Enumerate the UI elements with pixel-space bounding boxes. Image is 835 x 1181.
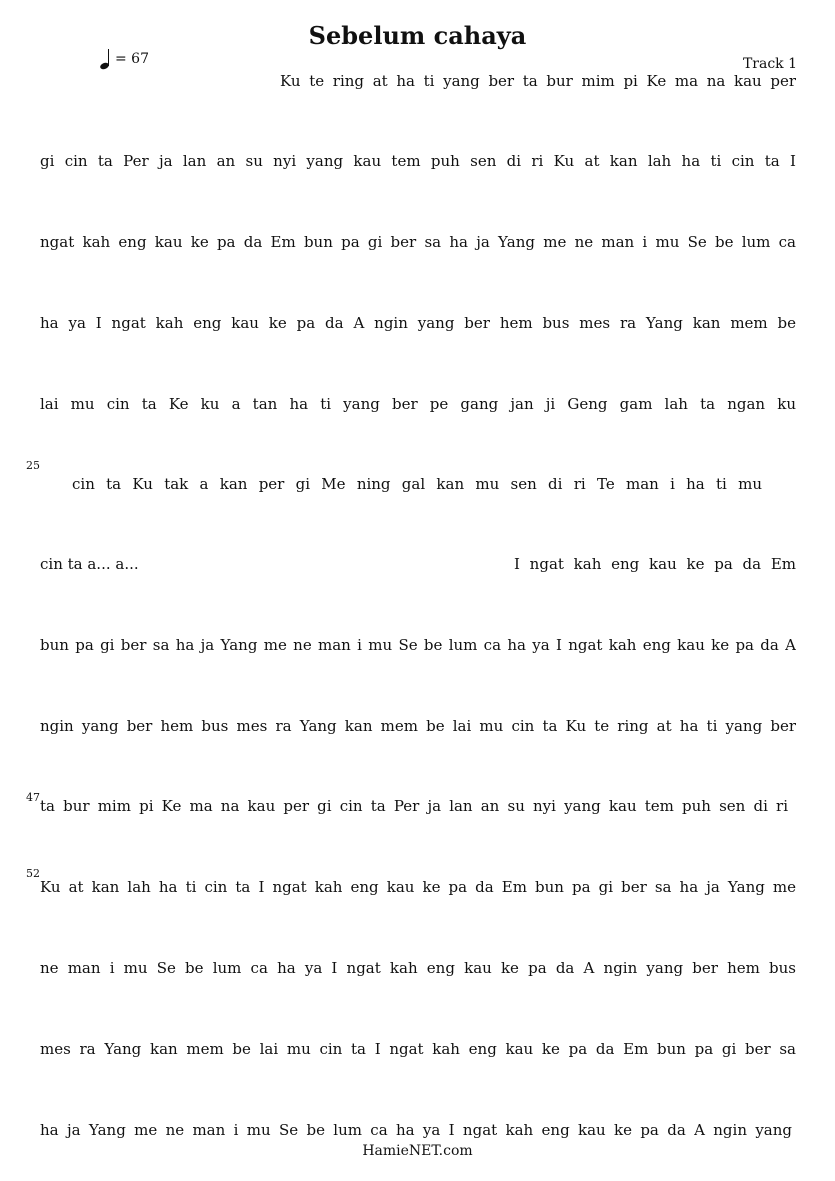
track-label: Track 1 (742, 56, 797, 72)
lyric-line: gi cin ta Per ja lan an su nyi yang kau tem puh sen di ri Ku at kan lah ha ti cin ta I (40, 152, 796, 170)
lyric-line: ngat kah eng kau ke pa da Em bun pa gi ber sa ha ja Yang me ne man i mu Se be lum ca (40, 233, 796, 251)
lyric-line: lai mu cin ta Ke ku a tan ha ti yang ber pe gang jan ji Geng gam lah ta ngan ku (40, 395, 796, 413)
lyric-line: ngin yang ber hem bus mes ra Yang kan mem be lai mu cin ta Ku te ring at ha ti yang ber (40, 717, 796, 735)
footer-credit: HamieNET.com (362, 1143, 473, 1159)
lyric-segment: cin ta a... a... (40, 555, 139, 573)
tempo-value: = 67 (115, 51, 149, 67)
lyric-line (40, 553, 796, 575)
lyric-line: bun pa gi ber sa ha ja Yang me ne man i mu Se be lum ca ha ya I ngat kah eng kau ke pa da A (40, 636, 796, 654)
lyric-line: Ku at kan lah ha ti cin ta I ngat kah eng kau ke pa da Em bun pa gi ber sa ha ja Yang me (40, 878, 796, 896)
lyric-line: mes ra Yang kan mem be lai mu cin ta I ngat kah eng kau ke pa da Em bun pa gi ber sa (40, 1040, 796, 1058)
lyric-segment: I ngat kah eng kau ke pa da Em (514, 555, 796, 573)
measure-number: 25 (26, 459, 40, 472)
quarter-note-icon (100, 48, 112, 70)
tempo-marking (100, 48, 149, 70)
lyric-line: ha ja Yang me ne man i mu Se be lum ca ha ya I ngat kah eng kau ke pa da A ngin yang (40, 1121, 792, 1139)
measure-number: 52 (26, 867, 40, 880)
measure-number: 47 (26, 791, 40, 804)
lyric-line: ne man i mu Se be lum ca ha ya I ngat kah eng kau ke pa da A ngin yang ber hem bus (40, 959, 796, 977)
lyric-line: ta bur mim pi Ke ma na kau per gi cin ta Per ja lan an su nyi yang kau tem puh sen di ri (40, 797, 788, 815)
lyric-line: ha ya I ngat kah eng kau ke pa da A ngin yang ber hem bus mes ra Yang kan mem be (40, 314, 796, 332)
lyric-line: Ku te ring at ha ti yang ber ta bur mim pi Ke ma na kau per (280, 72, 796, 90)
lyric-line: cin ta Ku tak a kan per gi Me ning gal kan mu sen di ri Te man i ha ti mu (72, 475, 762, 493)
song-title: Sebelum cahaya (308, 21, 527, 50)
